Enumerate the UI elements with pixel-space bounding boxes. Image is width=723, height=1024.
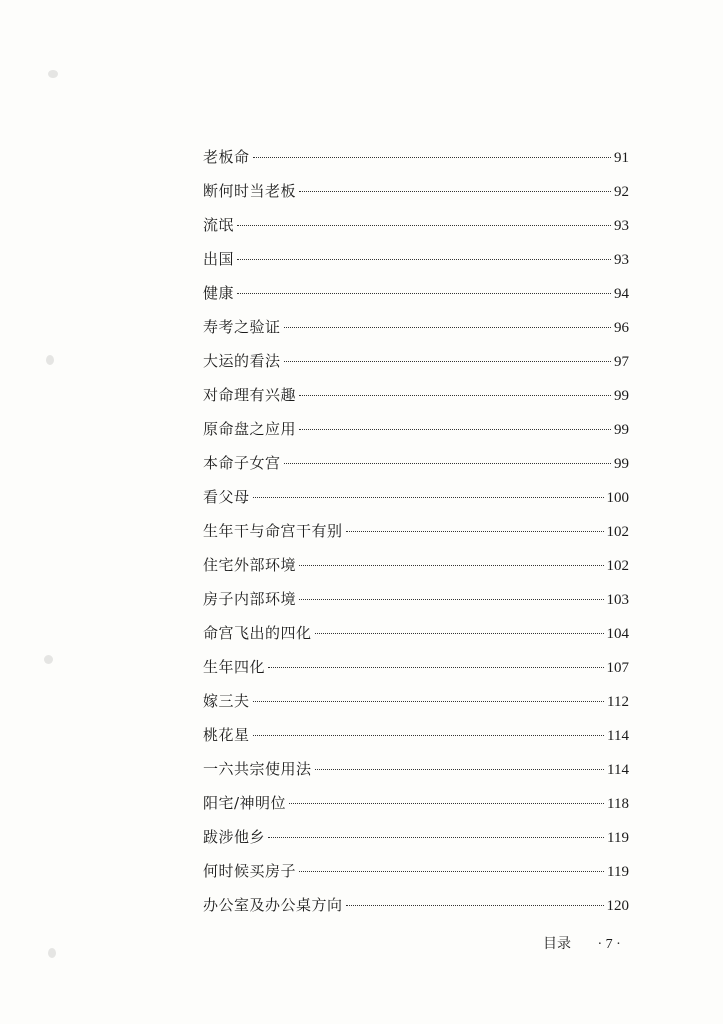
toc-entry-page: 112: [607, 694, 629, 710]
dot-leader: [237, 259, 611, 260]
toc-entry-title: 生年四化: [203, 658, 266, 676]
toc-entry-title: 一六共宗使用法: [203, 760, 312, 778]
dot-leader: [299, 599, 603, 600]
dot-leader: [253, 497, 604, 498]
toc-entry: [203, 514, 629, 548]
toc-entry: [203, 752, 629, 786]
dot-leader: [299, 565, 603, 566]
toc-entry-page: 92: [614, 184, 629, 200]
toc-entry: [203, 684, 629, 718]
page-footer: [543, 933, 621, 953]
toc-entry-page: 99: [614, 422, 629, 438]
dot-leader: [299, 429, 611, 430]
toc-entry-page: 97: [614, 354, 629, 370]
dot-leader: [268, 667, 603, 668]
toc-entry-title: 本命子女宫: [203, 454, 281, 472]
toc-entry-title: 生年干与命宫干有别: [203, 522, 343, 540]
dot-leader: [253, 735, 605, 736]
page-number: · 7 ·: [597, 937, 621, 952]
toc-entry-page: 120: [606, 898, 629, 914]
toc-entry-page: 118: [607, 796, 629, 812]
toc-entry: [203, 650, 629, 684]
toc-entry-page: 94: [614, 286, 629, 302]
scan-mark: [44, 655, 53, 664]
dot-leader: [299, 871, 604, 872]
toc-entry-page: 99: [614, 456, 629, 472]
dot-leader: [299, 191, 611, 192]
dot-leader: [346, 531, 604, 532]
dot-leader: [253, 701, 605, 702]
toc-entry-title: 断何时当老板: [203, 182, 297, 200]
dot-leader: [237, 225, 611, 226]
toc-entry-title: 流氓: [203, 216, 235, 234]
toc-entry-title: 健康: [203, 284, 235, 302]
toc-entry-page: 100: [606, 490, 629, 506]
toc-entry-page: 104: [606, 626, 629, 642]
scan-mark: [48, 70, 58, 78]
toc-entry: [203, 786, 629, 820]
toc-entry-title: 桃花星: [203, 726, 250, 744]
toc-entry: [203, 412, 629, 446]
toc-entry-title: 寿考之验证: [203, 318, 281, 336]
dot-leader: [289, 803, 604, 804]
toc-entry: [203, 616, 629, 650]
toc-entry: [203, 888, 629, 922]
dot-leader: [284, 361, 611, 362]
toc-entry-title: 原命盘之应用: [203, 420, 297, 438]
toc-entry-page: 114: [607, 728, 629, 744]
toc-entry: [203, 310, 629, 344]
toc-entry-title: 老板命: [203, 148, 250, 166]
dot-leader: [315, 769, 605, 770]
toc-entry-title: 命宫飞出的四化: [203, 624, 312, 642]
scan-mark: [48, 948, 56, 958]
toc-entry-title: 对命理有兴趣: [203, 386, 297, 404]
toc-entry-page: 102: [606, 558, 629, 574]
dot-leader: [284, 327, 611, 328]
toc-entry-page: 107: [606, 660, 629, 676]
toc-entry: [203, 276, 629, 310]
toc-entry-title: 嫁三夫: [203, 692, 250, 710]
toc-entry-page: 91: [614, 150, 629, 166]
toc-entry-page: 96: [614, 320, 629, 336]
toc-entry-page: 119: [607, 830, 629, 846]
section-label: 目录: [543, 936, 571, 952]
dot-leader: [268, 837, 604, 838]
toc-entry-page: 119: [607, 864, 629, 880]
toc-entry: [203, 208, 629, 242]
toc-entry-page: 103: [606, 592, 629, 608]
toc-entry-page: 99: [614, 388, 629, 404]
table-of-contents: [203, 140, 629, 922]
toc-entry-title: 出国: [203, 250, 235, 268]
toc-entry-page: 93: [614, 218, 629, 234]
toc-entry: [203, 582, 629, 616]
toc-entry: [203, 480, 629, 514]
toc-entry-title: 住宅外部环境: [203, 556, 297, 574]
toc-entry-title: 何时候买房子: [203, 862, 297, 880]
toc-entry: [203, 820, 629, 854]
toc-entry: [203, 174, 629, 208]
toc-entry: [203, 140, 629, 174]
toc-entry-title: 阳宅/神明位: [203, 794, 287, 812]
toc-entry-page: 93: [614, 252, 629, 268]
dot-leader: [315, 633, 604, 634]
toc-entry-title: 看父母: [203, 488, 250, 506]
toc-entry: [203, 446, 629, 480]
toc-entry-title: 跋涉他乡: [203, 828, 266, 846]
toc-entry: [203, 854, 629, 888]
toc-entry-title: 办公室及办公桌方向: [203, 896, 343, 914]
toc-entry: [203, 718, 629, 752]
toc-entry: [203, 344, 629, 378]
dot-leader: [299, 395, 611, 396]
toc-entry-page: 114: [607, 762, 629, 778]
dot-leader: [237, 293, 611, 294]
toc-entry: [203, 378, 629, 412]
toc-entry: [203, 548, 629, 582]
dot-leader: [253, 157, 611, 158]
dot-leader: [346, 905, 604, 906]
toc-entry-title: 大运的看法: [203, 352, 281, 370]
toc-entry-title: 房子内部环境: [203, 590, 297, 608]
scan-mark: [46, 355, 54, 365]
toc-entry-page: 102: [606, 524, 629, 540]
toc-entry: [203, 242, 629, 276]
dot-leader: [284, 463, 611, 464]
